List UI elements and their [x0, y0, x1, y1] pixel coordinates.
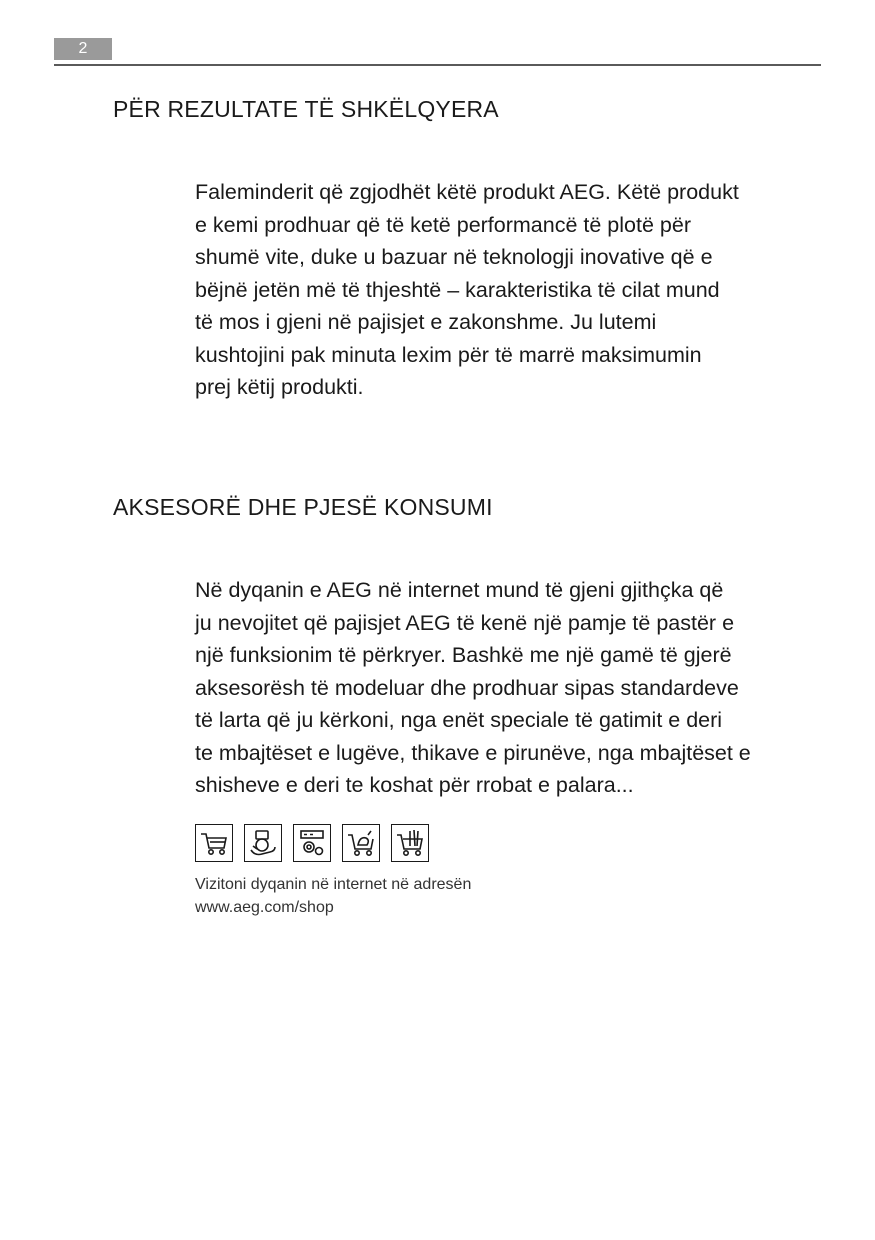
- page-number: 2: [54, 38, 112, 60]
- section-title-results: PËR REZULTATE TË SHKËLQYERA: [113, 96, 499, 122]
- shop-visit-line: Vizitoni dyqanin në internet në adresën: [195, 876, 472, 893]
- shop-icons-row: [195, 824, 429, 862]
- section-title-accessories: AKSESORË DHE PJESË KONSUMI: [113, 494, 493, 520]
- paragraph-line: kushtojini pak minuta lexim për të marrë maksimumin: [195, 342, 702, 367]
- cleaning-icon: [244, 824, 282, 862]
- paragraph-line: te mbajtëset e lugëve, thikave e pirunëve, nga mbajtëset e: [195, 740, 751, 765]
- shop-visit-text: [195, 873, 471, 919]
- paragraph-line: e kemi prodhuar që të ketë performancë të plotë për: [195, 212, 691, 237]
- paragraph-line: Faleminderit që zgjodhët këtë produkt AEG. Këtë produkt: [195, 180, 739, 204]
- paragraph-line: një funksionim të përkryer. Bashkë me një gamë të gjerë: [195, 643, 732, 667]
- header-rule: [54, 64, 821, 66]
- shop-url[interactable]: www.aeg.com/shop: [195, 899, 334, 916]
- intro-paragraph: [195, 176, 835, 404]
- paragraph-line: ju nevojitet që pajisjet AEG të kenë një pamje të pastër e: [195, 610, 735, 635]
- paragraph-line: prej këtij produkti.: [195, 375, 364, 399]
- paragraph-line: të mos i gjeni në pajisjet e zakonshme. Ju lutemi: [195, 310, 657, 334]
- utensils-cart-icon: [391, 824, 429, 862]
- paragraph-line: shumë vite, duke u bazuar në teknologji inovative që e: [195, 245, 713, 269]
- paragraph-line: bëjnë jetën më të thjeshtë – karakteristika të cilat mund: [195, 277, 720, 302]
- paragraph-line: Në dyqanin e AEG në internet mund të gjeni gjithçka që: [195, 578, 724, 602]
- spare-parts-icon: [293, 824, 331, 862]
- paragraph-line: të larta që ju kërkoni, nga enët speciale të gatimit e deri: [195, 708, 723, 732]
- shopping-cart-icon: [195, 824, 233, 862]
- paragraph-line: aksesorësh të modeluar dhe prodhuar sipas standardeve: [195, 675, 739, 700]
- accessories-paragraph: [195, 574, 835, 802]
- paragraph-line: shisheve e deri te koshat për rrobat e palara...: [195, 773, 634, 797]
- accessories-cart-icon: [342, 824, 380, 862]
